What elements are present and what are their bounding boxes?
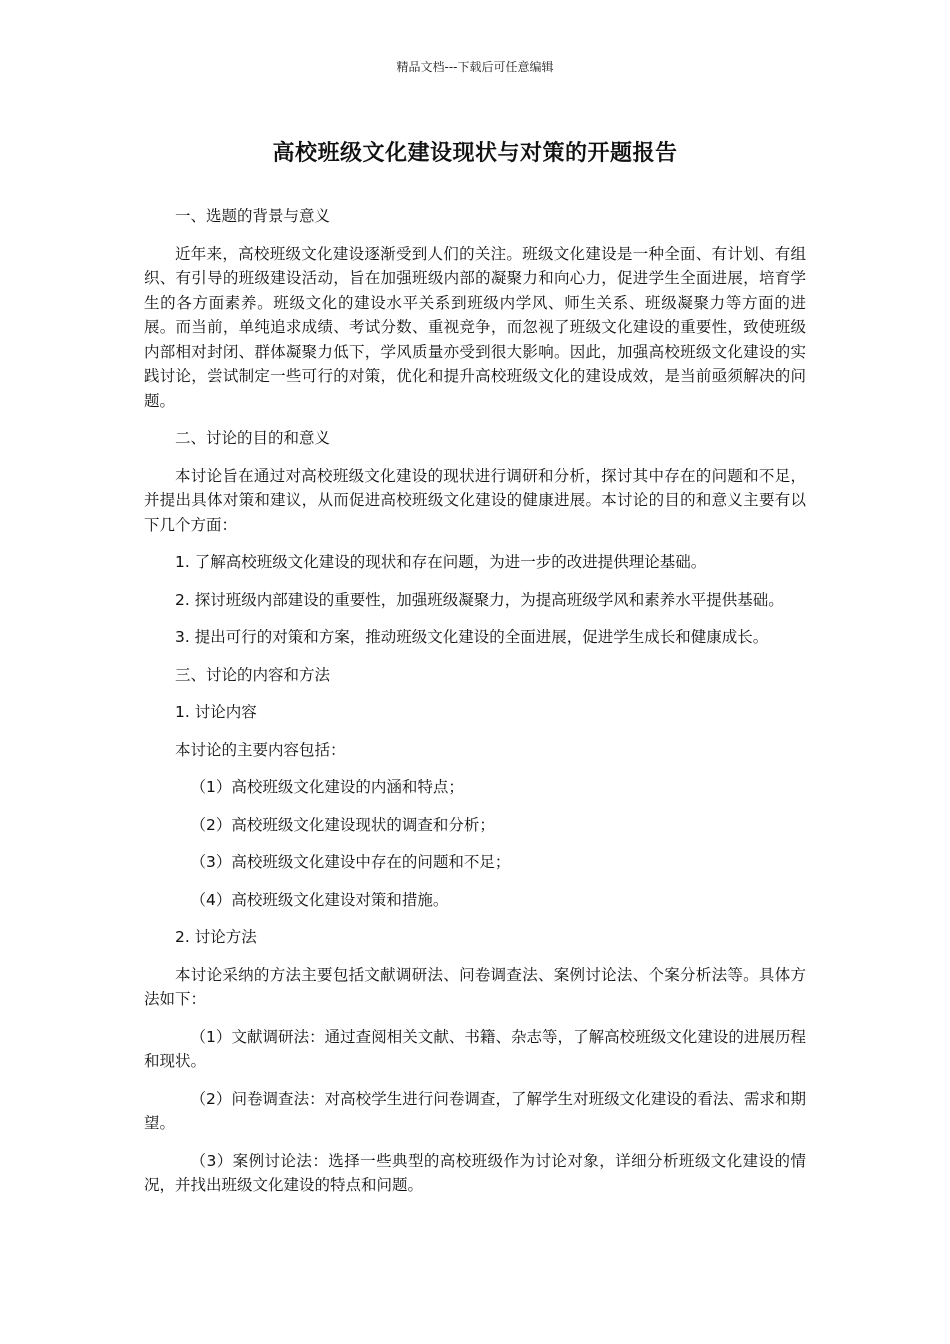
paragraph-content-intro: 本讨论的主要内容包括： [175,740,346,759]
list-item-method-2: （2）问卷调查法：对高校学生进行问卷调查，了解学生对班级文化建设的看法、需求和期望。 [144,1089,806,1132]
list-item-method-1: （1）文献调研法：通过查阅相关文献、书籍、杂志等，了解高校班级文化建设的进展历程和现状。 [144,1027,806,1070]
list-item-content-4: （4）高校班级文化建设对策和措施。 [190,890,449,909]
list-item-purpose-1: 1. 了解高校班级文化建设的现状和存在问题，为进一步的改进提供理论基础。 [175,553,707,571]
subsection-heading-content: 1. 讨论内容 [175,703,257,721]
list-item-content-3: （3）高校班级文化建设中存在的问题和不足； [190,853,511,871]
document-body [144,204,806,1211]
paragraph-methods-intro: 本讨论采纳的方法主要包括文献调研法、问卷调查法、案例讨论法、个案分析法等。具体方法如下： [144,965,806,1008]
page-header-note: 精品文档---下载后可任意编辑 [396,60,554,74]
list-item-purpose-2: 2. 探讨班级内部建设的重要性，加强班级凝聚力，为提高班级学风和素养水平提供基础。 [175,590,784,609]
section-heading-1: 一、选题的背景与意义 [175,207,331,225]
paragraph-purpose: 本讨论旨在通过对高校班级文化建设的现状进行调研和分析，探讨其中存在的问题和不足，并提出具体对策和建议，从而促进高校班级文化建设的健康进展。本讨论的目的和意义主要有以下几个方面： [144,466,806,534]
paragraph-background: 近年来，高校班级文化建设逐渐受到人们的关注。班级文化建设是一种全面、有计划、有组织、有引导的班级建设活动，旨在加强班级内部的凝聚力和向心力，促进学生全面进展，培育学生的各方面素养。班级文化的建设水平关系到班级内学风、师生关系、班级凝聚力等方面的进展。而当前，单纯追求成绩、考试分数、重视竞争，而忽视了班级文化建设的重要性，致使班级内部相对封闭、群体凝聚力低下，学风质量亦受到很大影响。因此，加强高校班级文化建设的实践讨论，尝试制定一些可行的对策，优化和提升高校班级文化的建设成效，是当前亟须解决的问题。 [144,244,806,410]
list-item-method-3: （3）案例讨论法：选择一些典型的高校班级作为讨论对象，详细分析班级文化建设的情况，并找出班级文化建设的特点和问题。 [144,1151,806,1194]
list-item-purpose-3: 3. 提出可行的对策和方案，推动班级文化建设的全面进展，促进学生成长和健康成长。 [175,628,769,646]
subsection-heading-methods: 2. 讨论方法 [175,928,257,946]
section-heading-2: 二、讨论的目的和意义 [175,429,331,447]
document-title: 高校班级文化建设现状与对策的开题报告 [272,141,678,166]
list-item-content-1: （1）高校班级文化建设的内涵和特点； [190,778,464,796]
list-item-content-2: （2）高校班级文化建设现状的调查和分析； [190,815,495,834]
section-heading-3: 三、讨论的内容和方法 [175,665,331,684]
